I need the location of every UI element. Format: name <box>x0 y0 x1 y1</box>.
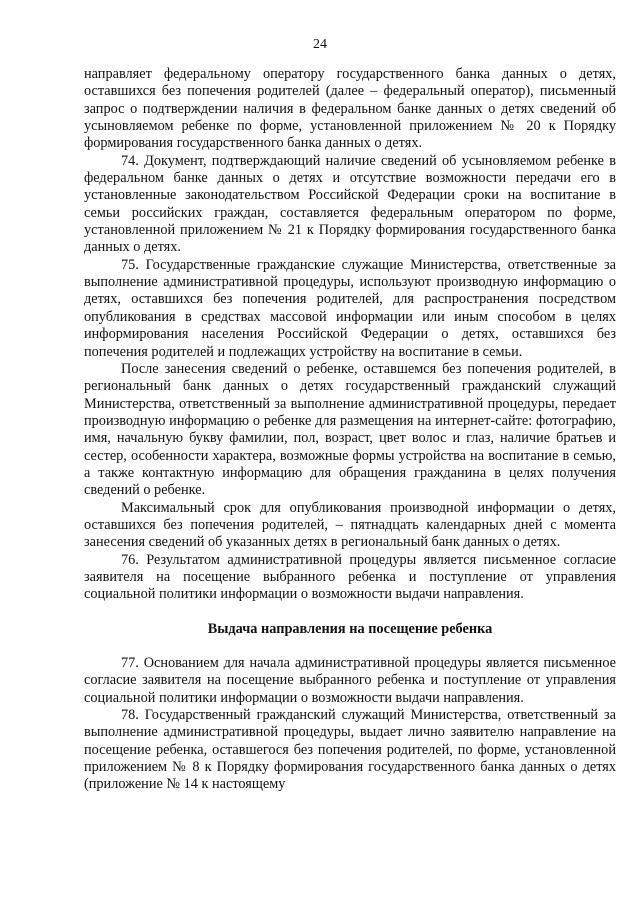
paragraphs-before-heading <box>84 66 616 604</box>
document-body <box>84 66 616 794</box>
paragraph-77: 77. Основанием для начала административной процедуры является письменное согласие заявителя на посещение выбранного ребенка и поступление от управления социальной политики информации о возможности выдачи направления. <box>84 655 616 706</box>
paragraph-76: 76. Результатом административной процедуры является письменное согласие заявителя на посещение выбранного ребенка и поступление от управления социальной политики информации о возможности выдачи направления. <box>84 551 616 603</box>
paragraph-78: 78. Государственный гражданский служащий Министерства, ответственный за выполнение административной процедуры, выдает лично заявителю направление на посещение ребенка, оставшегося без попечения родителей, по форме, установленной приложением № 8 к Порядку формирования государственного банка данных о детях (приложение № 14 к настоящему <box>84 707 616 793</box>
paragraph-continuation: направляет федеральному оператору государственного банка данных о детях, оставшихся без попечения родителей (далее – федеральный оператор), письменный запрос о подтверждении наличия в федеральном банке данных о детях сведений об усыновляемом ребенке по форме, установленной приложением № 20 к Порядку формирования государственного банка данных о детях. <box>84 66 616 152</box>
paragraph-75: 75. Государственные гражданские служащие Министерства, ответственные за выполнение административной процедуры, используют производную информацию о детях, оставшихся без попечения родителей, для распространения посредством опубликования в средствах массовой информации или иным способом в целях информирования населения Российской Федерации о детях, оставшихся без попечения родителей и подлежащих устройству на воспитание в семьи. <box>84 256 616 360</box>
paragraph-74: 74. Документ, подтверждающий наличие сведений об усыновляемом ребенке в федеральном банке данных о детях и отсутствие возможности передачи его в установленные законодательством Российской Федерации сроки на воспитание в семьи российских граждан, составляется федеральным оператором по форме, установленной приложением № 21 к Порядку формирования государственного банка данных о детях. <box>84 152 616 256</box>
paragraph-75-internet-info: После занесения сведений о ребенке, оставшемся без попечения родителей, в региональный банк данных о детях государственный гражданский служащий Министерства, ответственный за выполнение административной процедуры, передает производную информацию о ребенке для размещения на интернет-сайте: фотографию, имя, начальную букву фамилии, пол, возраст, цвет волос и глаз, наличие братьев и сестер, особенности характера, возможные формы устройства на воспитание в семью, а также контактную информацию для обращения гражданина в целях получения сведений о ребенке. <box>84 360 616 499</box>
paragraph-75-max-term: Максимальный срок для опубликования производной информации о детях, оставшихся без попечения родителей, – пятнадцать календарных дней с момента занесения сведений об указанных детях в региональный банк данных о детях. <box>84 499 616 551</box>
section-heading: Выдача направления на посещение ребенка <box>207 620 493 637</box>
paragraphs-after-heading <box>84 655 616 794</box>
page-number: 24 <box>313 37 327 52</box>
